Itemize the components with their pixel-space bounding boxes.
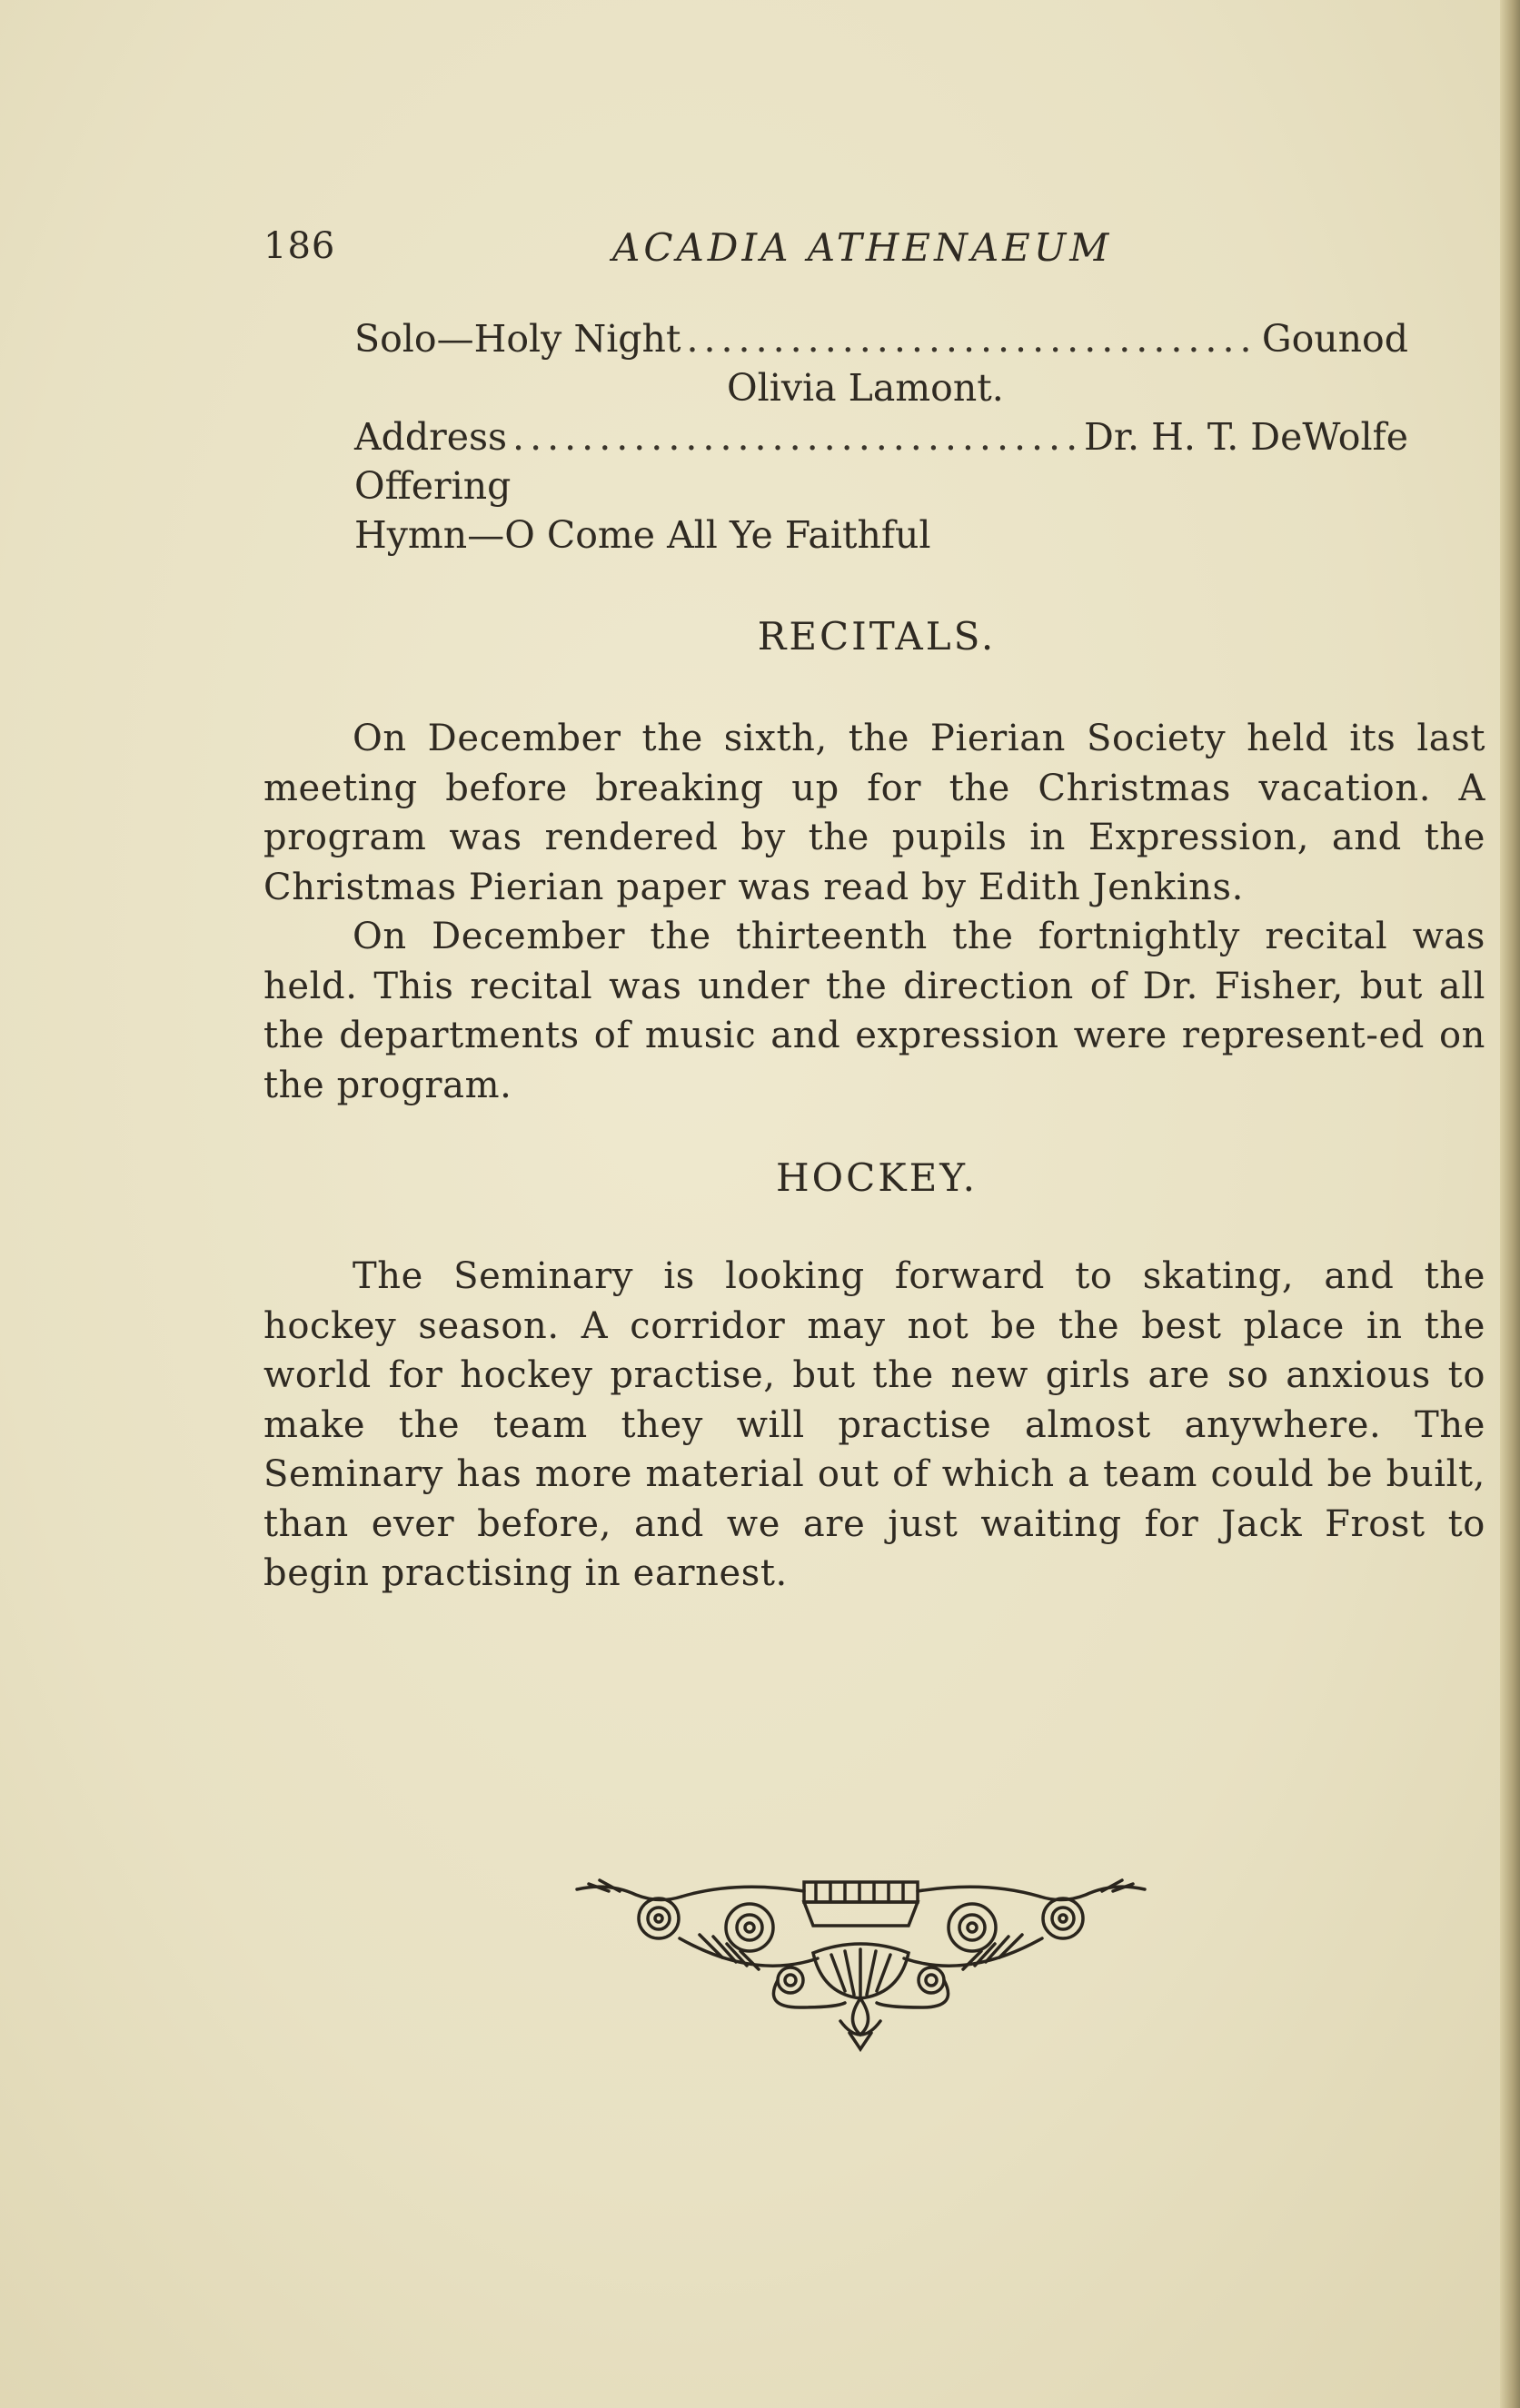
program-item-speaker: Dr. H. T. DeWolfe bbox=[1084, 415, 1408, 459]
program-performer: Olivia Lamont. bbox=[727, 366, 1004, 410]
program-item-label: Offering bbox=[354, 464, 512, 508]
program-item-hymn bbox=[354, 510, 1408, 560]
program-item-offering bbox=[354, 461, 1408, 510]
program-item-solo bbox=[354, 314, 1408, 363]
paragraph: The Seminary is looking forward to skating, and the hockey season. A corridor may not be the best place in the world for hockey practise, but the new girls are so anxious to make the team they will practise almost anywhere. The Seminary has more material out of which a team could be built, than ever before, and we are just waiting for Jack Frost to begin practising in earnest. bbox=[263, 1255, 1485, 1594]
page-number: 186 bbox=[263, 225, 336, 267]
paragraph: On December the sixth, the Pierian Society held its last meeting before breaking up for the Christmas vacation. A program was rendered by the pupils in Expression, and the Christmas Pierian paper was read by Edith Jenkins. bbox=[263, 718, 1485, 908]
hockey-section-body bbox=[263, 1252, 1485, 1599]
program-item-label: Hymn—O Come All Ye Faithful bbox=[354, 513, 931, 557]
section-heading-recitals: RECITALS. bbox=[757, 614, 997, 659]
running-head: ACADIA ATHENAEUM bbox=[612, 225, 1113, 270]
page-edge bbox=[1500, 0, 1520, 2408]
paragraph: On December the thirteenth the fortnightly recital was held. This recital was under the direction of Dr. Fisher, but all the departments of music and expression were represent-ed on the program. bbox=[263, 916, 1485, 1106]
dot-leader bbox=[686, 314, 1256, 363]
decorative-scroll-ornament-icon bbox=[572, 1871, 1149, 2053]
program-item-label: Address bbox=[354, 415, 508, 459]
program-list bbox=[354, 314, 1408, 560]
page-header bbox=[263, 225, 1490, 283]
section-heading-hockey: HOCKEY. bbox=[776, 1155, 978, 1200]
program-item-label: Solo—Holy Night bbox=[354, 317, 681, 361]
recitals-section-body bbox=[263, 714, 1485, 1110]
program-item-composer: Gounod bbox=[1261, 317, 1408, 361]
dot-leader bbox=[512, 412, 1078, 461]
program-item-address bbox=[354, 412, 1408, 461]
